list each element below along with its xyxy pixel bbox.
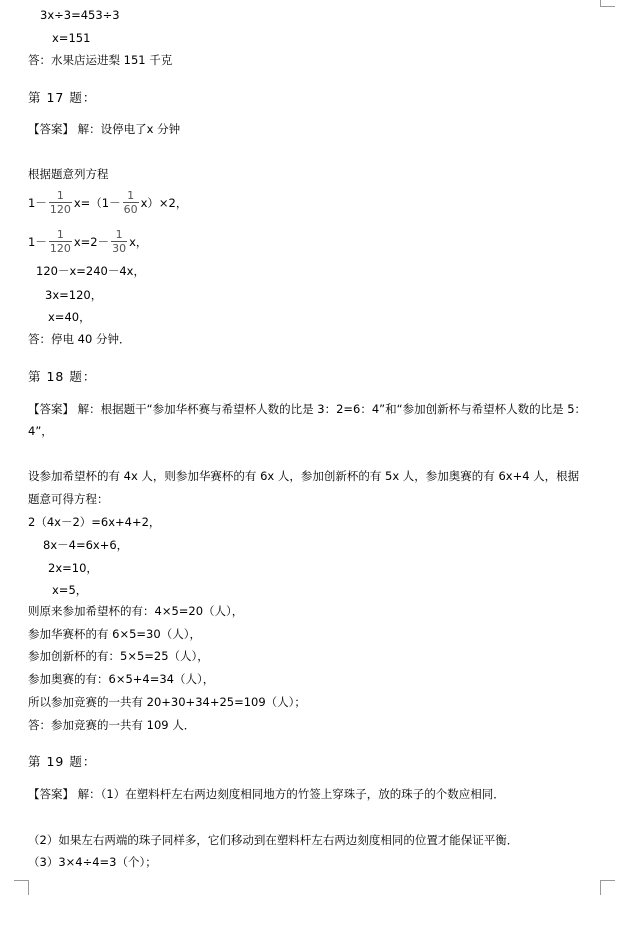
equation-line: x=40， [48, 310, 91, 324]
numerator: 1 [56, 189, 64, 202]
denominator: 120 [49, 203, 71, 216]
text-line: （2）如果左右两端的珠子同样多，它们移动到在塑料杆左右两边刻度相同的位置才能保证平衡． [28, 833, 519, 847]
answer-line: 答：停电 40 分钟． [28, 332, 131, 346]
fraction-equation [28, 229, 147, 254]
equation-line: 120－x=240－4x， [36, 264, 145, 278]
corner-mark-top-right [600, 0, 615, 7]
text-line: 则原来参加希望杯的有：4×5=20（人）， [28, 604, 244, 618]
question-17-heading: 第 17 题： [28, 90, 97, 105]
denominator: 30 [112, 242, 127, 255]
answer-intro: 【答案】 解：（1）在塑料杆左右两边刻度相同地方的竹签上穿珠子，放的珠子的个数应相同． [28, 787, 505, 801]
text-line: 参加奥赛的有：6×5+4=34（人）， [28, 672, 215, 686]
question-18-heading: 第 18 题： [28, 369, 97, 384]
question-19-heading: 第 19 题： [28, 754, 97, 769]
equation-line: x=151 [52, 31, 91, 45]
fraction [123, 190, 139, 215]
text-line: 根据题意列方程 [28, 167, 109, 181]
answer-line: 答：水果店运进梨 151 千克 [28, 53, 173, 67]
math-text: x）×2， [140, 195, 188, 210]
numerator: 1 [127, 189, 135, 202]
math-text: x=（1－ [73, 195, 121, 210]
text-line: 设参加希望杯的有 4x 人，则参加华赛杯的有 6x 人，参加创新杯的有 5x 人，参加奥赛的有 6x+4 人，根据 [28, 469, 580, 483]
equation-line: x=5， [52, 583, 88, 597]
fraction [111, 229, 127, 254]
numerator: 1 [115, 228, 123, 241]
text-line: 参加华赛杯的有 6×5=30（人）， [28, 627, 201, 641]
text-line: （3）3×4÷4=3（个）； [28, 855, 157, 869]
answer-intro-continued: 4”， [28, 424, 53, 438]
text-line: 所以参加竞赛的一共有 20+30+34+25=109（人）； [28, 695, 306, 709]
math-text: x=2－ [73, 234, 110, 249]
equation-line: 3x=120， [45, 288, 103, 302]
fraction [49, 229, 72, 254]
math-text: x， [129, 234, 148, 249]
numerator: 1 [56, 228, 64, 241]
answer-line: 答：参加竞赛的一共有 109 人． [28, 718, 196, 732]
answer-intro: 【答案】 解：设停电了x 分钟 [28, 122, 181, 136]
fraction [49, 190, 72, 215]
math-text: 1－ [28, 234, 47, 249]
denominator: 60 [123, 203, 138, 216]
equation-line: 2（4x－2）=6x+4+2， [28, 515, 161, 529]
denominator: 120 [49, 242, 71, 255]
text-line: 参加创新杯的有：5×5=25（人）， [28, 649, 209, 663]
answer-intro: 【答案】 解：根据题干“参加华杯赛与希望杯人数的比是 3：2=6：4”和“参加创新杯与希望杯人数的比是 5： [28, 402, 587, 416]
equation-line: 3x÷3=453÷3 [40, 8, 120, 22]
equation-line: 8x－4=6x+6， [43, 538, 129, 552]
equation-line: 2x=10， [48, 561, 98, 575]
text-line: 题意可得方程： [28, 492, 109, 506]
corner-mark-bottom-left [14, 880, 29, 895]
fraction-equation [28, 190, 187, 215]
math-text: 1－ [28, 195, 47, 210]
corner-mark-bottom-right [600, 880, 615, 895]
